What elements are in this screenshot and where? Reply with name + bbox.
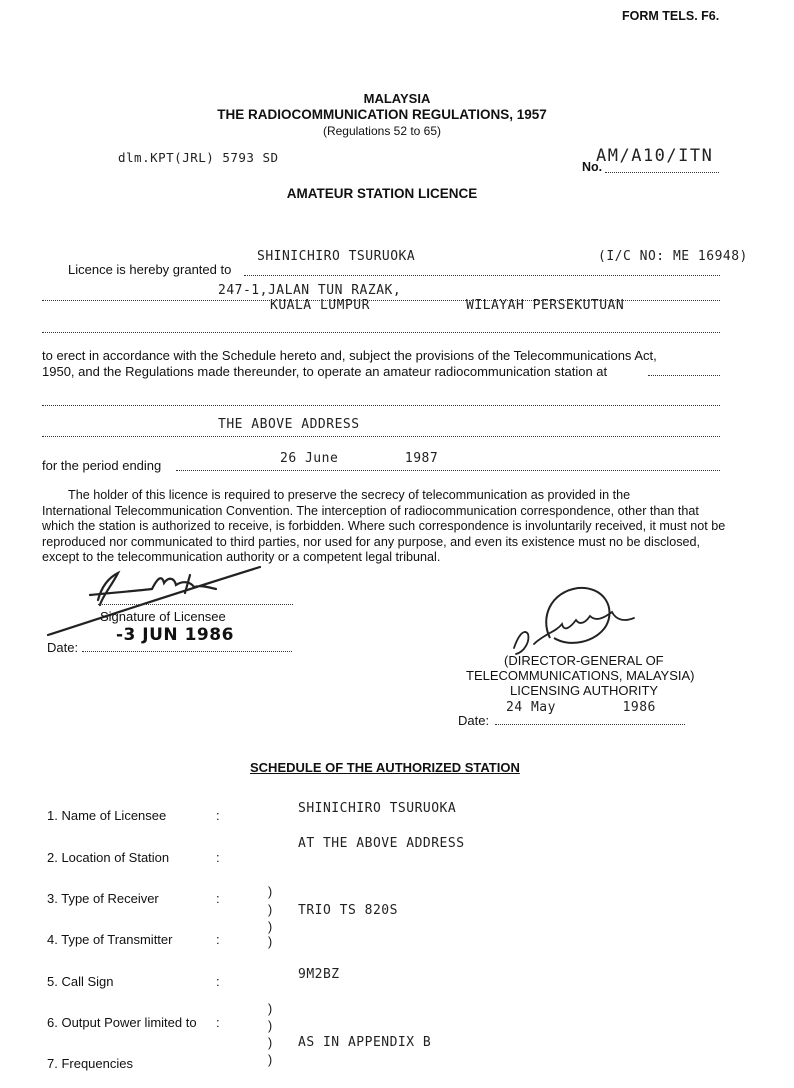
- erect-text-line-2: 1950, and the Regulations made thereunder, to operate an amateur radiocommunication station at: [42, 364, 608, 379]
- address-state: WILAYAH PERSEKUTUAN: [466, 298, 625, 313]
- secrecy-paragraph-first-line: The holder of this licence is required to preserve the secrecy of telecommunication as provided in the: [68, 488, 631, 502]
- bracket-6a: ): [268, 1002, 273, 1016]
- licensee-date-stamp: -3 JUN 1986: [116, 625, 234, 645]
- licensee-name: SHINICHIRO TSURUOKA: [257, 249, 416, 264]
- bracket-6b: ): [268, 1019, 273, 1033]
- station-location: THE ABOVE ADDRESS: [218, 417, 360, 432]
- grant-dotted-line: [244, 275, 720, 276]
- period-label: for the period ending: [42, 458, 162, 473]
- schedule-label-3: 3. Type of Receiver: [47, 891, 159, 906]
- secrecy-paragraph: [42, 488, 732, 566]
- number-dotted-line: [605, 172, 719, 173]
- licence-number: AM/A10/ITN: [596, 146, 714, 166]
- schedule-value-5: 9M2BZ: [298, 967, 340, 982]
- number-label: No.: [582, 160, 603, 174]
- schedule-colon-6: :: [216, 1015, 220, 1030]
- licensee-date-label: Date:: [47, 640, 79, 655]
- schedule-label-6: 6. Output Power limited to: [47, 1015, 197, 1030]
- licence-title: AMATEUR STATION LICENCE: [286, 186, 478, 201]
- address-dotted-line-2: [42, 332, 720, 333]
- authority-line-3: LICENSING AUTHORITY: [510, 683, 659, 698]
- licensee-date-dotted-line: [82, 651, 292, 652]
- licensee-signature-line: [98, 604, 293, 605]
- address-line-1: 247-1,JALAN TUN RAZAK,: [218, 283, 402, 298]
- schedule-value-2: AT THE ABOVE ADDRESS: [298, 836, 465, 851]
- authority-line-1: (DIRECTOR-GENERAL OF: [504, 653, 664, 668]
- schedule-label-2: 2. Location of Station: [47, 850, 170, 865]
- schedule-colon-5: :: [216, 974, 220, 989]
- station-dotted-line-1: [42, 405, 720, 406]
- schedule-value-6: AS IN APPENDIX B: [298, 1035, 432, 1050]
- licensee-signature-label: Signature of Licensee: [100, 609, 226, 624]
- address-dotted-line-1: [42, 300, 720, 301]
- authority-date-label: Date:: [458, 713, 490, 728]
- bracket-3c: ): [268, 920, 273, 934]
- reference-number: dlm.KPT(JRL) 5793 SD: [118, 150, 279, 165]
- authority-date-value: 24 May 1986: [506, 700, 656, 715]
- bracket-3b: ): [268, 903, 273, 917]
- station-dotted-line-2: [42, 436, 720, 437]
- schedule-value-3: TRIO TS 820S: [298, 903, 398, 918]
- bracket-3a: ): [268, 885, 273, 899]
- form-id: FORM TELS. F6.: [622, 9, 720, 23]
- country-heading: MALAYSIA: [363, 91, 431, 106]
- authority-date-dotted-line: [495, 724, 685, 725]
- schedule-colon-1: :: [216, 808, 220, 823]
- schedule-label-5: 5. Call Sign: [47, 974, 114, 989]
- ic-number: (I/C NO: ME 16948): [598, 249, 748, 264]
- regulation-subtitle: (Regulations 52 to 65): [322, 124, 442, 138]
- schedule-label-4: 4. Type of Transmitter: [47, 932, 173, 947]
- erect-dotted-line: [648, 375, 720, 376]
- regulation-title: THE RADIOCOMMUNICATION REGULATIONS, 1957: [217, 107, 547, 122]
- bracket-6d: ): [268, 1053, 273, 1067]
- secrecy-paragraph-rest: International Telecommunication Convention. The interception of radiocommunication correspondence, other than that which the station is authorized to receive, is forbidden. Where such correspondence is involuntarily received, it must not be reproduced nor communicated to third parties, nor used for any purpose, and even its existence must no be disclosed, except to the telecommunication authority or a competent legal tribunal.: [42, 503, 726, 564]
- authority-line-2: TELECOMMUNICATIONS, MALAYSIA): [466, 668, 695, 683]
- period-dotted-line: [176, 470, 720, 471]
- bracket-4: ): [268, 935, 273, 949]
- schedule-label-7: 7. Frequencies: [47, 1056, 133, 1071]
- schedule-colon-3: :: [216, 891, 220, 906]
- schedule-colon-2: :: [216, 850, 220, 865]
- erect-text-line-1: to erect in accordance with the Schedule hereto and, subject the provisions of the Telecommunications Act,: [42, 348, 657, 363]
- schedule-label-1: 1. Name of Licensee: [47, 808, 167, 823]
- schedule-title: SCHEDULE OF THE AUTHORIZED STATION: [250, 760, 520, 775]
- schedule-value-1: SHINICHIRO TSURUOKA: [298, 801, 457, 816]
- period-ending-date: 26 June 1987: [280, 451, 439, 466]
- address-city: KUALA LUMPUR: [270, 298, 370, 313]
- granted-to-label: Licence is hereby granted to: [68, 262, 232, 277]
- schedule-colon-4: :: [216, 932, 220, 947]
- bracket-6c: ): [268, 1036, 273, 1050]
